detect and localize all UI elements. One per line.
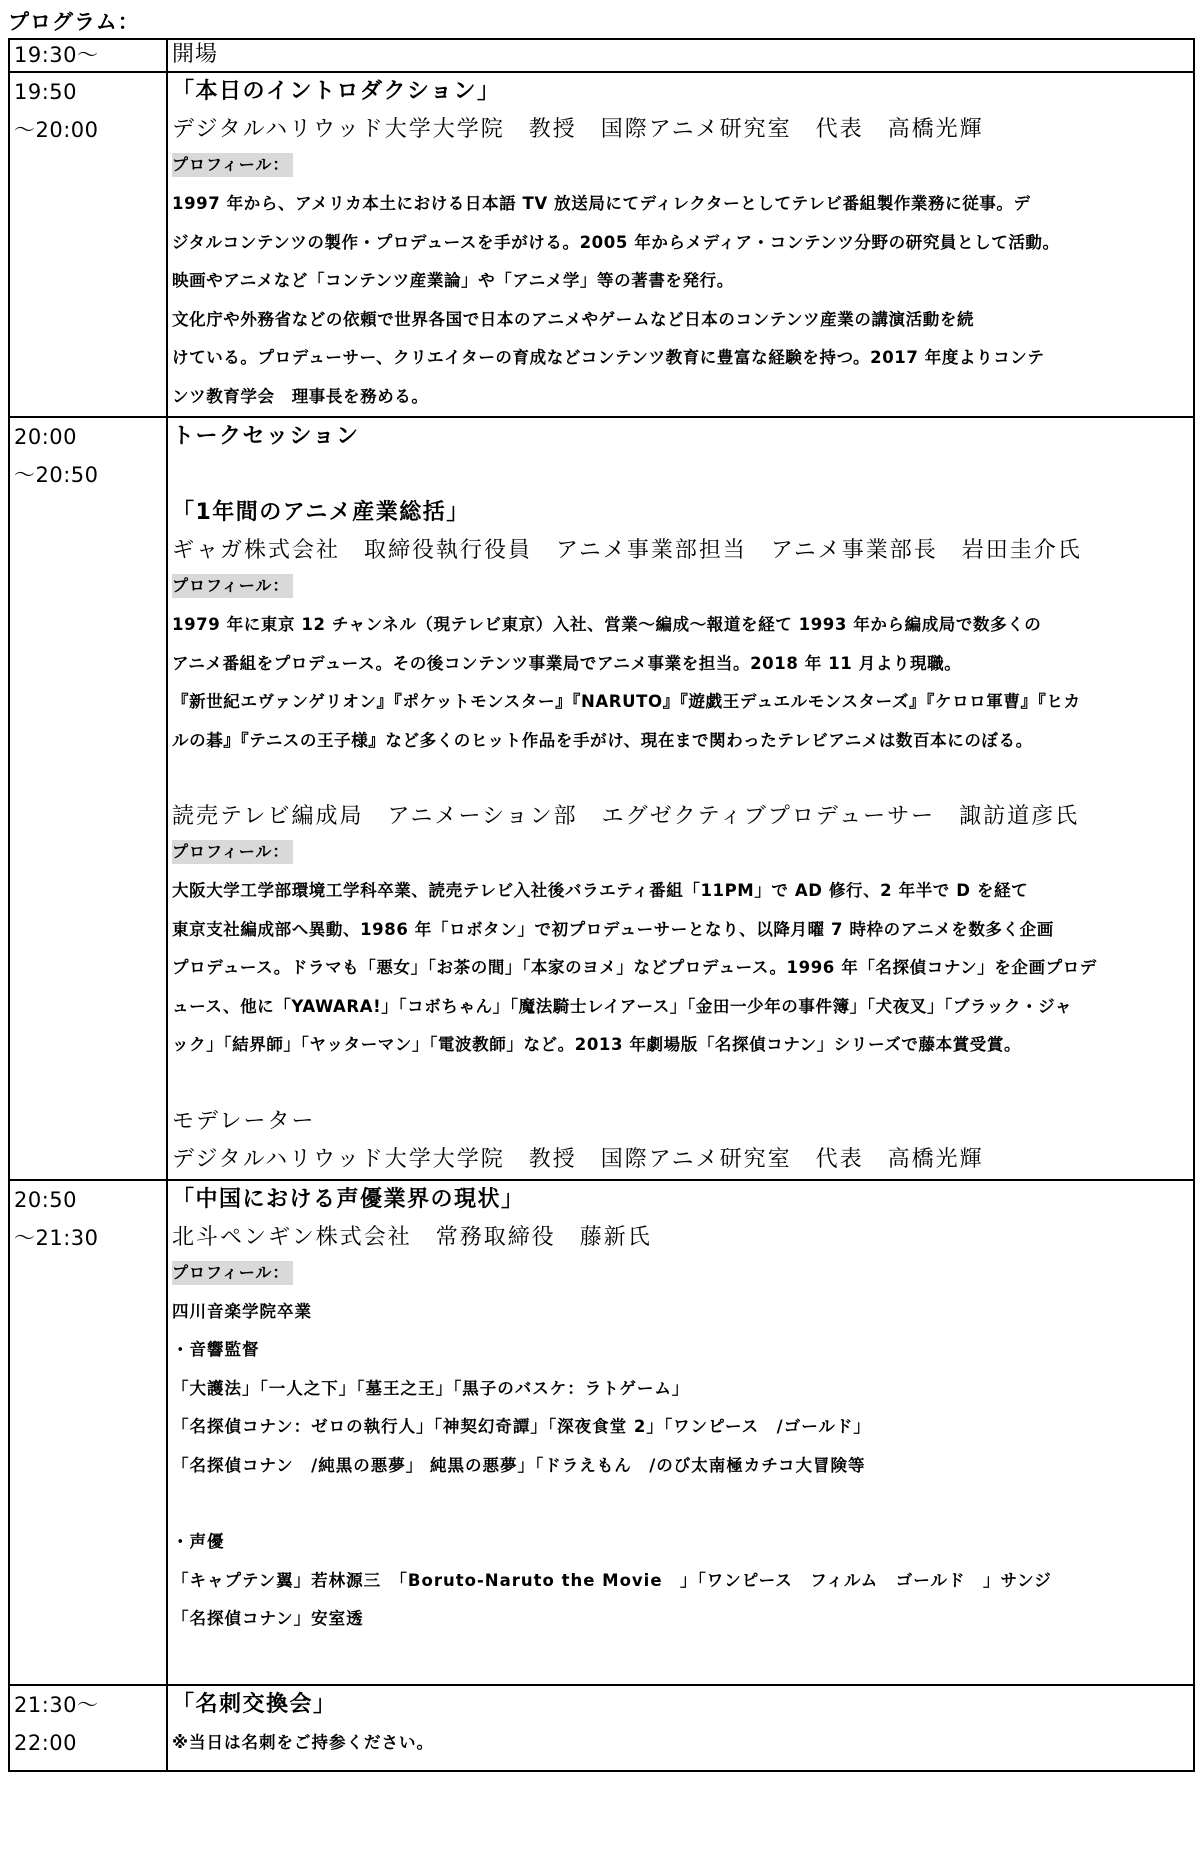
- profile-label: プロフィール：: [172, 840, 293, 864]
- time-end: ～21:30: [14, 1225, 99, 1250]
- speaker-name: デジタルハリウッド大学大学院 教授 国際アニメ研究室 代表 高橋光輝: [172, 117, 984, 142]
- session-title: 「1年間のアニメ産業総括」: [172, 500, 470, 525]
- time-cell: [9, 1180, 167, 1685]
- time-cell: [9, 39, 167, 72]
- session-title: 「名刺交換会」: [172, 1691, 337, 1717]
- profile-line: ュース、他に「YAWARA!」「コボちゃん」「魔法騎士レイアース」「金田一少年の事件簿」「犬夜叉」「ブラック・ジャ: [172, 996, 1072, 1016]
- profile-line: 東京支社編成部へ異動、1986 年「ロボタン」で初プロデューサーとなり、以降月曜 7 時枠のアニメを数多く企画: [172, 919, 1054, 939]
- speaker-name: ギャガ株式会社 取締役執行役員 アニメ事業部担当 アニメ事業部長 岩田圭介氏: [172, 538, 1082, 563]
- profile-line: 「名探偵コナン：ゼロの執行人」「神契幻奇譚」「深夜食堂 2」「ワンピース /ゴールド」: [172, 1417, 871, 1436]
- profile-line: 「キャプテン翼」若林源三 「Boruto-Naruto the Movie 」「ワンピース フィルム ゴールド 」サンジ: [172, 1570, 1052, 1590]
- profile-line: 大阪大学工学部環境工学科卒業、読売テレビ入社後バラエティ番組「11PM」で AD 修行、2 年半で D を経て: [172, 881, 1029, 900]
- content-cell: [167, 1180, 1194, 1685]
- table-row: [9, 1685, 1194, 1771]
- profile-line: 映画やアニメなど「コンテンツ産業論」や「アニメ学」等の著書を発行。: [172, 271, 734, 290]
- time-end: ～20:50: [14, 463, 99, 487]
- profile-line: プロデュース。ドラマも「悪女」「お茶の間」「本家のヨメ」などプロデュース。1996 年「名探偵コナン」を企画プロデ: [172, 958, 1097, 977]
- speaker-name: 読売テレビ編成局 アニメーション部 エグゼクティブプロデューサー 諏訪道彦氏: [172, 804, 1080, 829]
- table-row: [9, 72, 1194, 417]
- time-start: 20:00: [14, 425, 78, 449]
- time-start: 21:30～: [14, 1692, 99, 1717]
- program-table: [8, 38, 1195, 1772]
- time-start: 19:30～: [14, 43, 99, 67]
- table-row: [9, 1180, 1194, 1685]
- content-cell: [167, 417, 1194, 1180]
- profile-line: ジタルコンテンツの製作・プロデュースを手がける。2005 年からメディア・コンテンツ分野の研究員として活動。: [172, 232, 1060, 252]
- session-title: 「中国における声優業界の現状」: [172, 1186, 525, 1212]
- opening-label: 開場: [172, 42, 219, 67]
- note-text: ※当日は名刺をご持参ください。: [172, 1732, 435, 1752]
- profile-line: ック」「結界師」「ヤッターマン」「電波教師」など。2013 年劇場版「名探偵コナン」シリーズで藤本賞受賞。: [172, 1035, 1022, 1054]
- content-cell: [167, 72, 1194, 417]
- table-row: [9, 39, 1194, 72]
- speaker-name: 北斗ペンギン株式会社 常務取締役 藤新氏: [172, 1224, 652, 1250]
- moderator-name: デジタルハリウッド大学大学院 教授 国際アニメ研究室 代表 高橋光輝: [172, 1146, 984, 1172]
- profile-label: プロフィール：: [172, 1261, 293, 1285]
- time-cell: [9, 417, 167, 1180]
- profile-line: 『新世紀エヴァンゲリオン』『ポケットモンスター』『NARUTO』『遊戯王デュエルモンスターズ』『ケロロ軍曹』『ヒカ: [172, 692, 1081, 711]
- profile-line: ・音響監督: [172, 1340, 260, 1359]
- profile-line: 「名探偵コナン /純黒の悪夢」 純黒の悪夢」「ドラえもん /のび太南極カチコ大冒険等: [172, 1455, 866, 1475]
- spacer: [172, 1485, 1193, 1523]
- content-cell: [167, 1685, 1194, 1771]
- profile-line: 1997 年から、アメリカ本土における日本語 TV 放送局にてディレクターとしてテレビ番組製作業務に従事。デ: [172, 194, 1031, 213]
- time-start: 20:50: [14, 1187, 78, 1212]
- profile-line: 1979 年に東京 12 チャンネル（現テレビ東京）入社、営業～編成～報道を経て 1993 年から編成局で数多くの: [172, 615, 1042, 634]
- time-end: ～20:00: [14, 118, 99, 142]
- profile-line: 四川音楽学院卒業: [172, 1301, 312, 1321]
- time-cell: [9, 1685, 167, 1771]
- program-heading: プログラム：: [8, 10, 140, 34]
- profile-label: プロフィール：: [172, 153, 293, 177]
- table-row: [9, 417, 1194, 1180]
- profile-line: ンツ教育学会 理事長を務める。: [172, 386, 429, 406]
- profile-line: アニメ番組をプロデュース。その後コンテンツ事業局でアニメ事業を担当。2018 年 11 月より現職。: [172, 653, 962, 673]
- profile-label: プロフィール：: [172, 574, 293, 598]
- profile-line: 「名探偵コナン」安室透: [172, 1609, 364, 1628]
- profile-line: 文化庁や外務省などの依頼で世界各国で日本のアニメやゲームなど日本のコンテンツ産業の講演活動を続: [172, 309, 975, 329]
- time-end: 22:00: [14, 1730, 78, 1755]
- moderator-label: モデレーター: [172, 1108, 316, 1134]
- session-type: トークセッション: [172, 424, 360, 449]
- profile-line: 「大護法」「一人之下」「墓王之王」「黒子のバスケ：ラトゲーム」: [172, 1378, 690, 1398]
- spacer: [172, 1065, 1193, 1103]
- spacer: [172, 456, 1193, 494]
- spacer: [172, 760, 1193, 798]
- profile-line: けている。プロデューサー、クリエイターの育成などコンテンツ教育に豊富な経験を持つ。2017 年度よりコンテ: [172, 348, 1045, 367]
- time-cell: [9, 72, 167, 417]
- content-cell: [167, 39, 1194, 72]
- session-title: 「本日のイントロダクション」: [172, 79, 501, 104]
- profile-line: ルの碁』『テニスの王子様』など多くのヒット作品を手がけ、現在まで関わったテレビアニメは数百本にのぼる。: [172, 730, 1033, 750]
- profile-line: ・声優: [172, 1532, 225, 1551]
- time-start: 19:50: [14, 80, 78, 104]
